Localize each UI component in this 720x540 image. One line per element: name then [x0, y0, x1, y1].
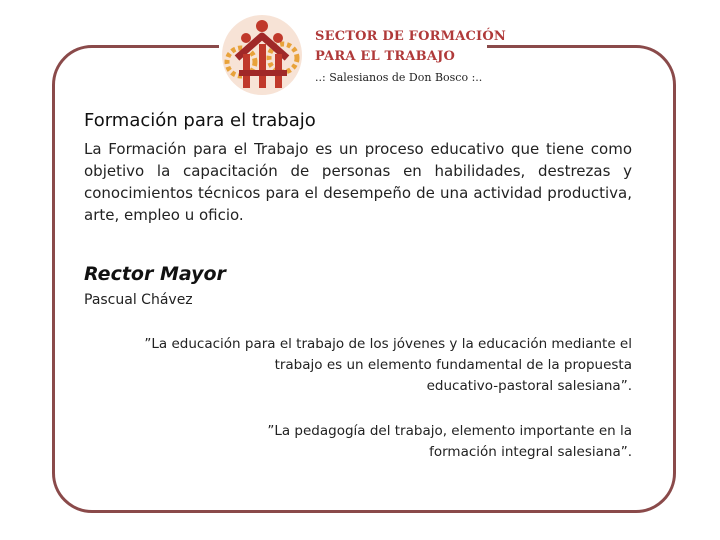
- salesian-emblem-icon: [219, 12, 305, 98]
- rector-title: Rector Mayor: [84, 263, 226, 285]
- definition-paragraph: La Formación para el Trabajo es un proceso educativo que tiene como objetivo la capacitación de personas en habilidades, destrezas y conocimientos técnicos para el desempeño de una actividad productiva, arte, empleo u oficio.: [84, 140, 632, 224]
- section-heading: Formación para el trabajo: [84, 110, 316, 131]
- rector-name: Pascual Chávez: [84, 292, 193, 308]
- quote-1: ”La educación para el trabajo de los jóvenes y la educación mediante el trabajo es un elemento fundamental de la propuesta educativo-pastoral salesiana”.: [144, 336, 632, 394]
- quote-2: ”La pedagogía del trabajo, elemento importante en la formación integral salesiana”.: [267, 423, 632, 460]
- logo-subtitle: ..: Salesianos de Don Bosco :..: [315, 70, 483, 84]
- logo-title-line-2: PARA EL TRABAJO: [315, 48, 456, 64]
- logo: [219, 12, 506, 98]
- logo-title-line-1: SECTOR DE FORMACIÓN: [315, 28, 506, 44]
